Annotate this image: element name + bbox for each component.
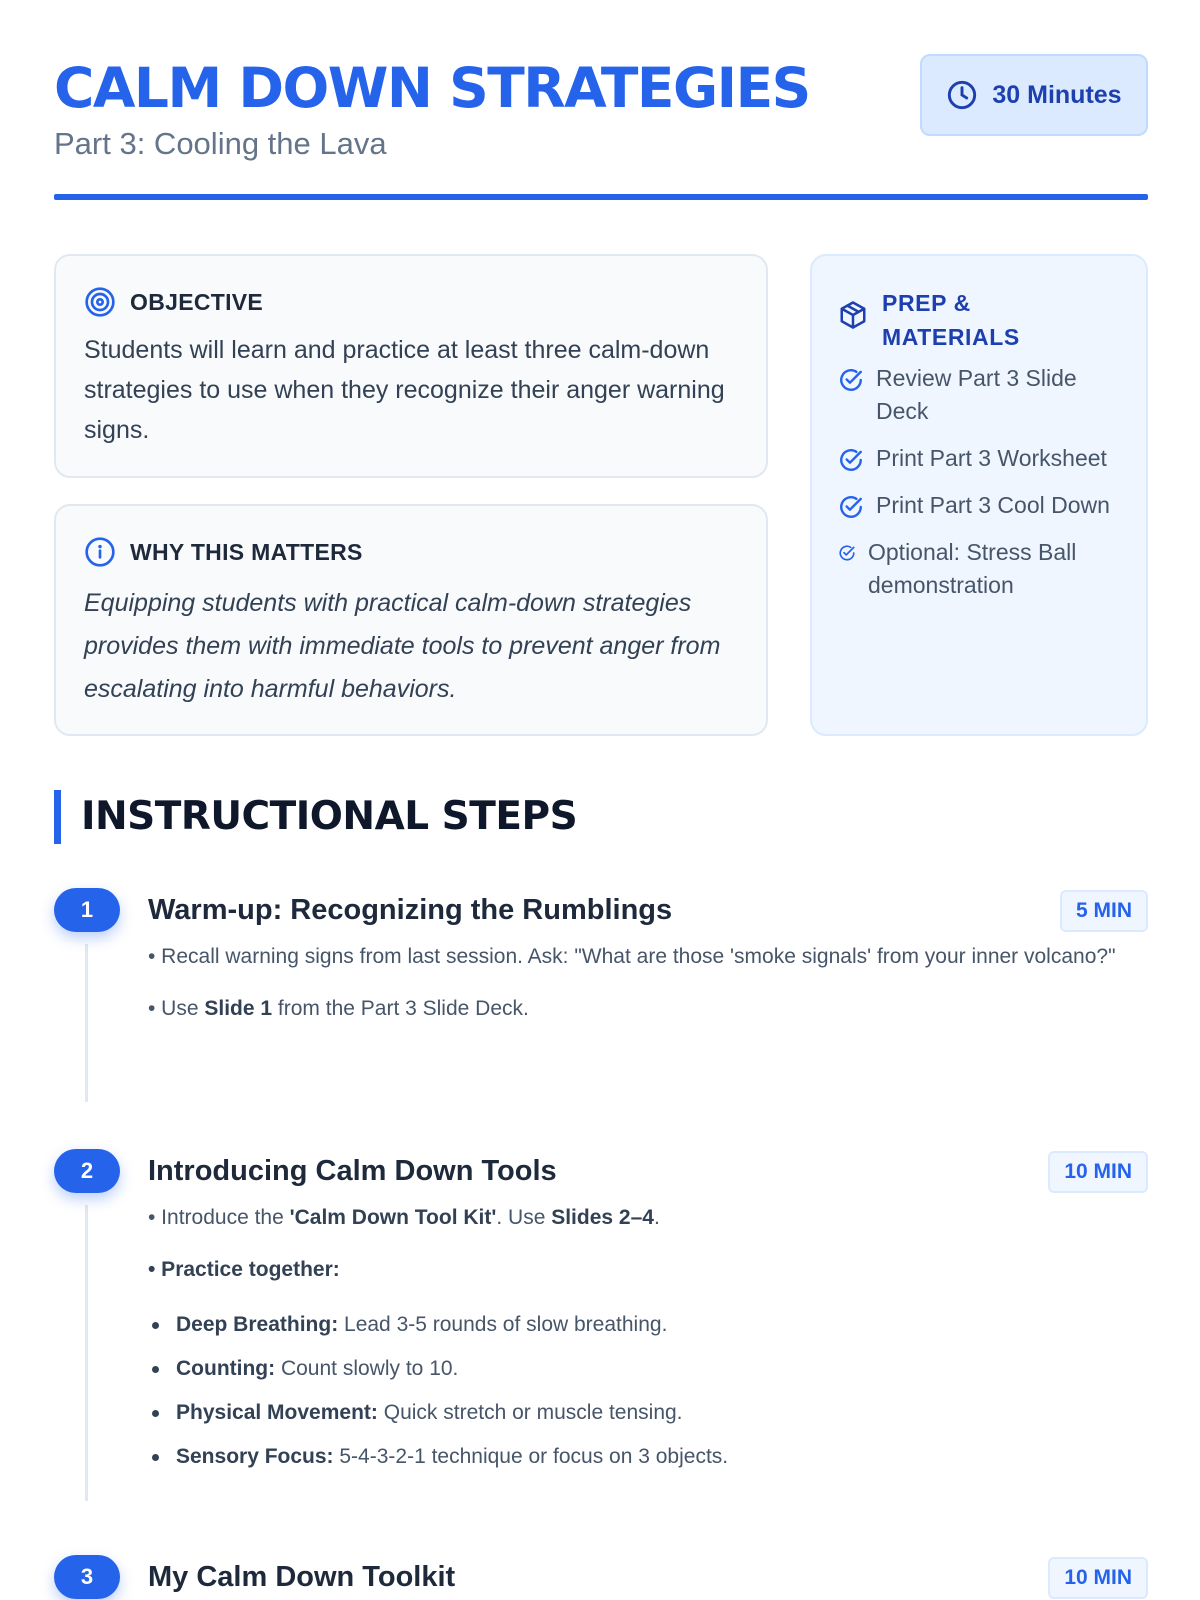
step-connector: [85, 944, 88, 1102]
step-paragraph: [148, 1199, 1148, 1237]
check-circle-icon: [838, 447, 864, 473]
text-run: from the Part 3 Slide Deck.: [272, 997, 529, 1020]
step-duration-badge: 5 MIN: [1060, 890, 1148, 932]
duration-badge: [920, 54, 1148, 136]
why-text: Equipping students with practical calm-down strategies provides them with immediate tools to prevent anger from escalating into harmful behaviors.: [84, 589, 721, 703]
prep-item: [838, 442, 1128, 475]
list-item: [148, 1435, 1148, 1479]
strategy-term: Physical Movement:: [176, 1401, 378, 1424]
step-duration-badge: 10 MIN: [1048, 1151, 1148, 1193]
strategy-term: Counting:: [176, 1357, 276, 1380]
list-item: [148, 1391, 1148, 1435]
list-item: [148, 1303, 1148, 1347]
step-number: 3: [54, 1555, 120, 1599]
strategy-desc: Quick stretch or muscle tensing.: [377, 1401, 683, 1424]
step-duration-badge: 10 MIN: [1048, 1557, 1148, 1599]
step-1: [54, 888, 1148, 1098]
check-circle-icon: [838, 544, 856, 562]
step-paragraph: [148, 1251, 1148, 1289]
step-2: [54, 1149, 1148, 1509]
why-card: [54, 504, 768, 736]
check-circle-icon: [838, 367, 864, 393]
text-run: .: [653, 1206, 660, 1229]
strategy-desc: 5-4-3-2-1 technique or focus on 3 objects.: [333, 1445, 729, 1468]
package-icon: [838, 300, 868, 330]
duration-label: 30 Minutes: [992, 80, 1122, 109]
step-body: [148, 938, 1148, 1042]
strategy-term: Sensory Focus:: [176, 1445, 334, 1468]
list-item: [148, 1347, 1148, 1391]
target-icon: [84, 286, 116, 318]
prep-item: [838, 362, 1128, 428]
prep-item: [838, 489, 1128, 522]
step-title: Introducing Calm Down Tools: [148, 1155, 557, 1187]
instructional-steps-heading: INSTRUCTIONAL STEPS: [54, 790, 577, 844]
step-number: 1: [54, 888, 120, 932]
clock-icon: [946, 79, 978, 111]
step-connector: [85, 1205, 88, 1501]
objective-card: [54, 254, 768, 478]
page-header: [54, 52, 1148, 202]
check-circle-icon: [838, 494, 864, 520]
prep-item: [838, 536, 1128, 602]
objective-heading: OBJECTIVE: [130, 288, 264, 315]
prep-item-label: Print Part 3 Worksheet: [876, 445, 1107, 471]
practice-label: • Practice together:: [148, 1258, 340, 1281]
text-run: . Use: [496, 1206, 552, 1229]
step-3: [54, 1555, 1148, 1600]
prep-item-label: Print Part 3 Cool Down: [876, 492, 1110, 518]
info-icon: [84, 536, 116, 568]
prep-card: [810, 254, 1148, 736]
page-subtitle: Part 3: Cooling the Lava: [54, 126, 387, 161]
prep-list: [838, 362, 1128, 616]
objective-text: Students will learn and practice at least three calm-down strategies to use when they recognize their anger warning signs.: [84, 336, 725, 444]
step-paragraph: [148, 990, 1148, 1028]
step-body: [148, 1199, 1148, 1479]
prep-item-label: Review Part 3 Slide Deck: [876, 365, 1077, 424]
strategy-desc: Lead 3-5 rounds of slow breathing.: [338, 1313, 668, 1336]
slide-reference: Slide 1: [204, 997, 273, 1020]
step-title: Warm-up: Recognizing the Rumblings: [148, 894, 673, 926]
page-title: CALM DOWN STRATEGIES: [54, 56, 810, 120]
why-heading: WHY THIS MATTERS: [130, 538, 363, 565]
step-title: My Calm Down Toolkit: [148, 1561, 456, 1593]
slide-reference: Slides 2–4: [551, 1206, 654, 1229]
step-number: 2: [54, 1149, 120, 1193]
text-run: • Use: [148, 997, 205, 1020]
prep-item-label: Optional: Stress Ball demonstration: [868, 539, 1077, 598]
strategy-term: Deep Breathing:: [176, 1313, 339, 1336]
text-run: • Introduce the: [148, 1206, 290, 1229]
strategy-desc: Count slowly to 10.: [275, 1357, 459, 1380]
why-header: [84, 536, 363, 568]
toolkit-name: 'Calm Down Tool Kit': [289, 1206, 497, 1229]
header-divider: [54, 194, 1148, 200]
step-paragraph: • Recall warning signs from last session. Ask: "What are those 'smoke signals' from your inner volcano?": [148, 945, 1116, 968]
prep-header: [838, 286, 1062, 354]
prep-heading: PREP & MATERIALS: [882, 290, 1020, 350]
strategy-list: [148, 1303, 1148, 1479]
objective-header: [84, 286, 263, 318]
